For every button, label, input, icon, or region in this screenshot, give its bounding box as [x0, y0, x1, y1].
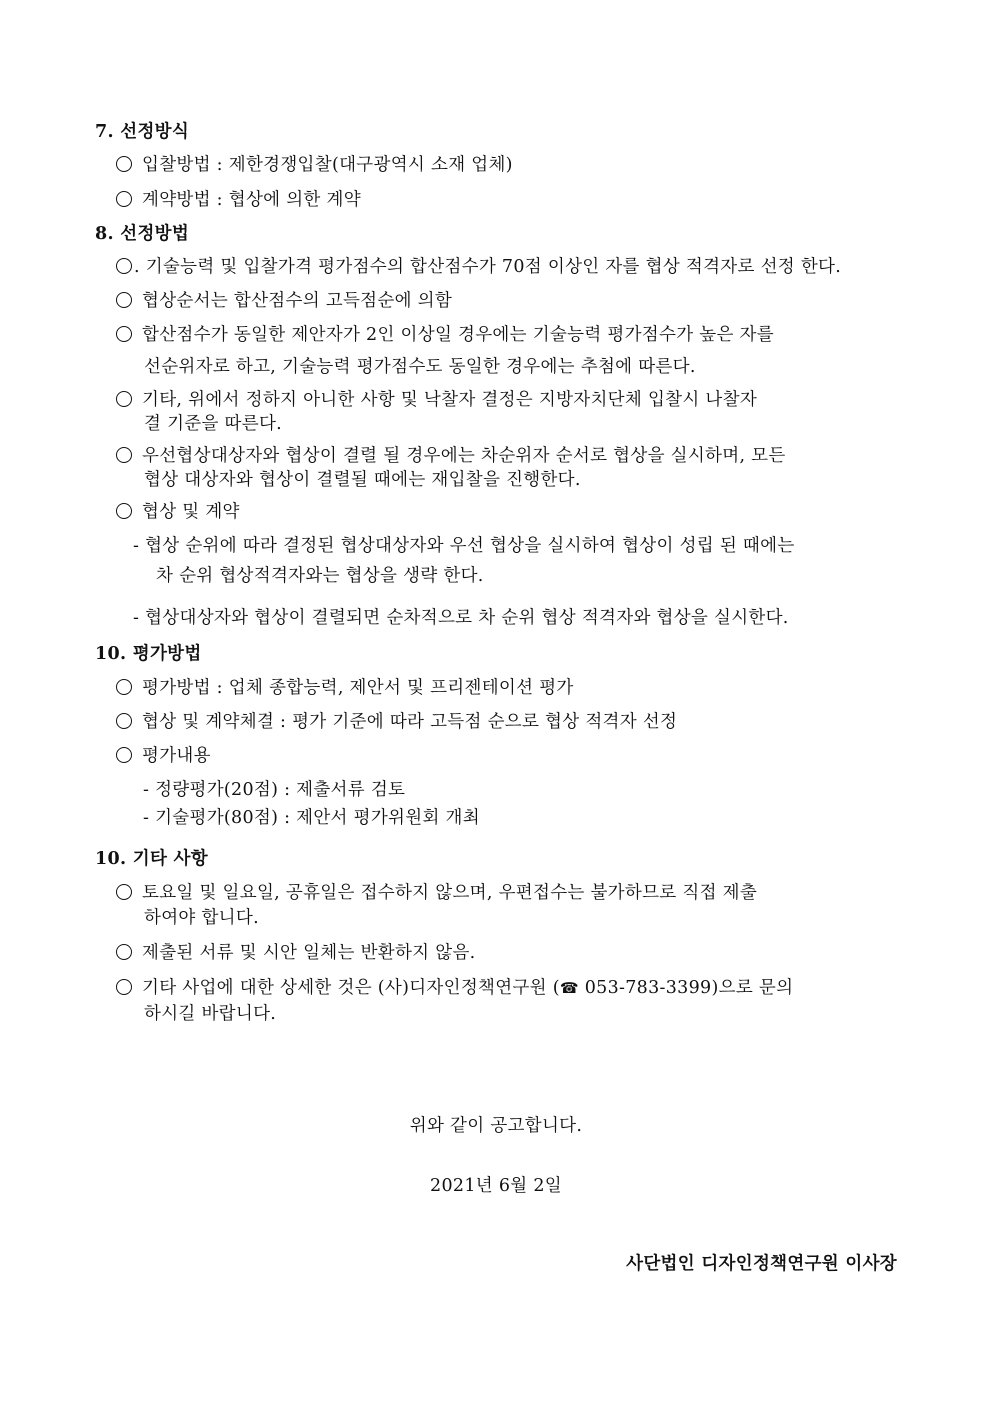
section8-sub1-cont: 차 순위 협상적격자와는 협상을 생략 한다. — [156, 566, 484, 586]
section8-sub1: - 협상 순위에 따라 결정된 협상대상자와 우선 협상을 실시하여 협상이 성립 된 때에는 — [133, 536, 795, 556]
circle-bullet-icon — [116, 979, 132, 995]
circle-bullet-icon — [116, 447, 132, 463]
closing-date: 2021년 6월 2일 — [430, 1176, 562, 1196]
section7-item-bid-method: 입찰방법 : 제한경쟁입찰(대구광역시 소재 업체) — [116, 151, 513, 176]
eval-item3: 평가내용 — [116, 742, 211, 767]
signature: 사단법인 디자인정책연구원 이사장 — [626, 1254, 897, 1274]
circle-bullet-icon — [116, 391, 132, 407]
circle-bullet-icon — [116, 326, 132, 342]
misc-item2: 제출된 서류 및 시안 일체는 반환하지 않음. — [116, 939, 476, 964]
section8-title: 8. 선정방법 — [95, 224, 190, 244]
section8-item5: 우선협상대상자와 협상이 결렬 될 경우에는 차순위자 순서로 협상을 실시하며, 모든 — [116, 442, 786, 467]
section8-item4-cont: 결 기준을 따른다. — [144, 414, 283, 434]
eval-item2: 협상 및 계약체결 : 평가 기준에 따라 고득점 순으로 협상 적격자 선정 — [116, 708, 677, 733]
section8-item6: 협상 및 계약 — [116, 498, 240, 523]
section8-item3-cont: 선순위자로 하고, 기술능력 평가점수도 동일한 경우에는 추첨에 따른다. — [144, 357, 696, 377]
section8-sub2: - 협상대상자와 협상이 결렬되면 순차적으로 차 순위 협상 적격자와 협상을 실시한다. — [133, 608, 789, 628]
section8-item1: . 기술능력 및 입찰가격 평가점수의 합산점수가 70점 이상인 자를 협상 적격자로 선정 한다. — [116, 253, 841, 278]
circle-bullet-icon — [116, 156, 132, 172]
section10-misc-title: 10. 기타 사항 — [95, 849, 208, 869]
section8-item2: 협상순서는 합산점수의 고득점순에 의함 — [116, 287, 452, 312]
misc-item3-cont: 하시길 바랍니다. — [144, 1004, 277, 1024]
circle-bullet-icon — [116, 713, 132, 729]
section7-item-contract-method: 계약방법 : 협상에 의한 계약 — [116, 186, 361, 211]
misc-item1: 토요일 및 일요일, 공휴일은 접수하지 않으며, 우편접수는 불가하므로 직접 제출 — [116, 879, 757, 904]
misc-item3: 기타 사업에 대한 상세한 것은 (사)디자인정책연구원 (☎ 053-783-3399)으로 문의 — [116, 974, 793, 999]
circle-bullet-icon — [116, 191, 132, 207]
section8-item4: 기타, 위에서 정하지 아니한 사항 및 낙찰자 결정은 지방자치단체 입찰시 나찰자 — [116, 386, 757, 411]
closing-notice: 위와 같이 공고합니다. — [409, 1116, 583, 1136]
circle-bullet-icon — [116, 503, 132, 519]
circle-bullet-icon — [116, 292, 132, 308]
misc-item1-cont: 하여야 합니다. — [144, 908, 259, 928]
circle-bullet-icon — [116, 258, 132, 274]
eval-sub1: - 정량평가(20점) : 제출서류 검토 — [143, 780, 406, 800]
circle-bullet-icon — [116, 679, 132, 695]
circle-bullet-icon — [116, 747, 132, 763]
section8-item3: 합산점수가 동일한 제안자가 2인 이상일 경우에는 기술능력 평가점수가 높은 자를 — [116, 321, 774, 346]
eval-sub2: - 기술평가(80점) : 제안서 평가위원회 개최 — [143, 808, 480, 828]
circle-bullet-icon — [116, 944, 132, 960]
eval-item1: 평가방법 : 업체 종합능력, 제안서 및 프리젠테이션 평가 — [116, 674, 574, 699]
section10-eval-title: 10. 평가방법 — [95, 644, 202, 664]
phone-icon: ☎ — [559, 979, 579, 997]
section7-title: 7. 선정방식 — [95, 122, 190, 142]
section8-item5-cont: 협상 대상자와 협상이 결렬될 때에는 재입찰을 진행한다. — [144, 470, 581, 490]
circle-bullet-icon — [116, 884, 132, 900]
